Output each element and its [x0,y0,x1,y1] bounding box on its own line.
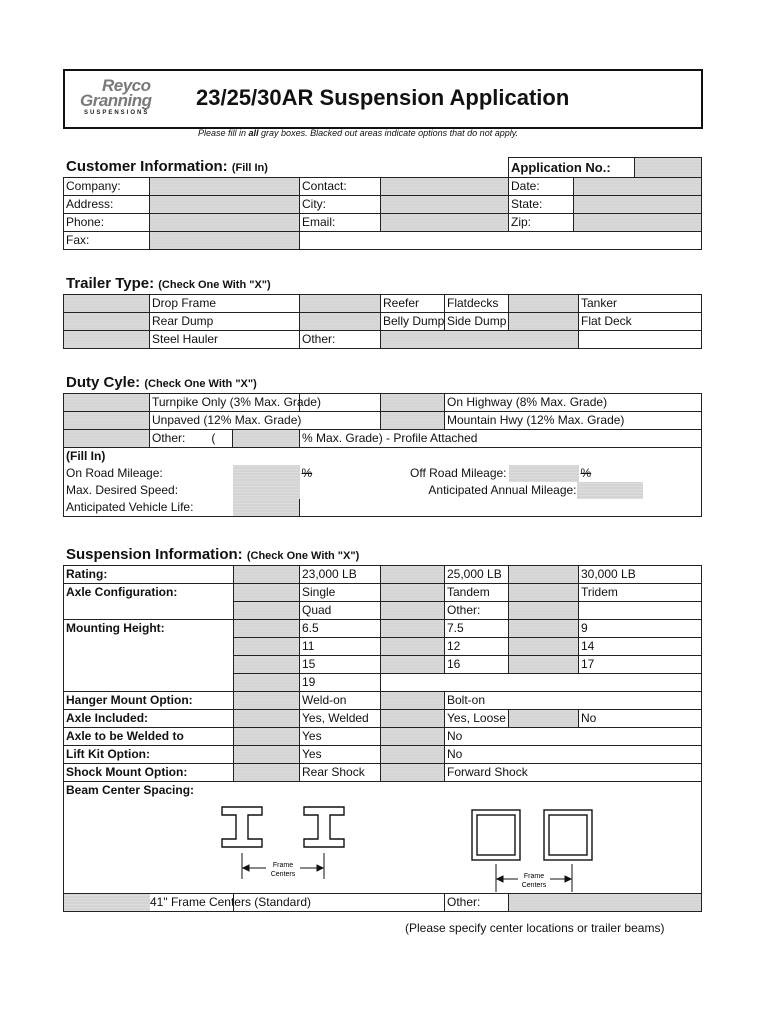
tanker-label: Tanker [579,295,702,313]
trailer-heading [66,275,271,292]
shock-mount-label: Shock Mount Option: [64,764,234,782]
company-field[interactable] [150,177,300,195]
h19-check[interactable] [234,674,300,692]
box-frame-label-a: Frame [523,873,545,880]
logo-line-2: Granning [80,91,152,110]
side-dump-label: Side Dump [445,313,509,331]
turnpike-label: Turnpike Only (3% Max. Grade) [150,394,300,412]
reefer-label: Reefer [381,295,445,313]
lift-kit-label: Lift Kit Option: [64,746,234,764]
yes-loose-check[interactable] [381,710,445,728]
phone-field[interactable] [150,213,300,231]
axle-welded-yes-check[interactable] [234,728,300,746]
r23-label: 23,000 LB [300,566,381,584]
fax-label: Fax: [64,231,150,249]
duty-other-label [150,430,233,448]
h65-check[interactable] [234,620,300,638]
app-no-label: Application No.: [509,158,635,178]
h9-label: 9 [579,620,702,638]
annual-field-wrap [579,482,702,499]
rear-dump-label: Rear Dump [150,313,300,331]
zip-field[interactable] [574,213,702,231]
flatdecks-label: Flatdecks [445,295,509,313]
weld-on-label: Weld-on [300,692,381,710]
company-label: Company: [64,177,150,195]
contact-field[interactable] [381,177,509,195]
single-check[interactable] [234,584,300,602]
h65-label: 6.5 [300,620,381,638]
mountain-check[interactable] [381,412,445,430]
yes-welded-check[interactable] [234,710,300,728]
page-title: 23/25/30AR Suspension Application [196,85,570,110]
axle-welded-yes-label: Yes [300,728,381,746]
hanger-label: Hanger Mount Option: [64,692,234,710]
city-field[interactable] [381,195,509,213]
steel-hauler-label: Steel Hauler [150,331,300,349]
suspension-heading-sub: (Check One With "X") [246,550,360,562]
lift-kit-no-label: No [445,746,702,764]
steel-hauler-check[interactable] [64,331,150,349]
r23-check[interactable] [234,566,300,584]
quad-label: Quad [300,602,381,620]
company-logo [80,76,170,120]
h12-label: 12 [445,638,509,656]
drop-frame-label: Drop Frame [150,295,300,313]
duty-other-paren: ( [211,431,216,445]
belly-dump-check[interactable] [300,313,381,331]
std-frame-check[interactable] [64,894,150,911]
on-highway-label: On Highway (8% Max. Grade) [445,394,702,412]
on-road-pct [300,465,381,482]
state-label: State: [509,195,574,213]
tandem-check[interactable] [381,584,445,602]
rear-shock-check[interactable] [234,764,300,782]
logo-line-1: Reyco [102,76,151,95]
trailer-heading-text: Trailer Type: [66,275,155,292]
yes-welded-label: Yes, Welded [300,710,381,728]
i-beam-right [304,807,344,847]
vehicle-life-field[interactable] [233,499,300,517]
lift-kit-yes-check[interactable] [234,746,300,764]
std-frame-label [150,894,445,912]
h12-check[interactable] [381,638,445,656]
tridem-check[interactable] [509,584,579,602]
r25-label: 25,000 LB [445,566,509,584]
annual-label: Anticipated Annual Mileage: [428,483,577,497]
r30-label: 30,000 LB [579,566,702,584]
instructions-post: gray boxes. Blacked out areas indicate options that do not apply. [258,128,519,138]
r25-check[interactable] [381,566,445,584]
belly-dump-label: Belly Dump [381,313,445,331]
axle-other-field[interactable] [509,602,579,620]
trailer-other-label: Other: [300,331,381,349]
mounting-height-label: Mounting Height: [64,620,234,692]
mountain-label: Mountain Hwy (12% Max. Grade) [445,412,702,430]
std-frame-text: 41" Frame Centers (Standard) [150,895,311,909]
h17-label: 17 [579,656,702,674]
bolt-on-check[interactable] [381,692,445,710]
h17-check[interactable] [509,656,579,674]
axle-config-label: Axle Configuration: [64,584,234,602]
axle-welded-label: Axle to be Welded to [64,728,234,746]
box-beam-diagram [468,806,608,892]
footnote: (Please specify center locations or trailer beams) [405,921,665,935]
h15-label: 15 [300,656,381,674]
max-speed-field[interactable] [233,482,300,499]
reefer-check[interactable] [300,295,381,313]
box-frame-label-b: Centers [521,882,547,889]
duty-heading-sub: (Check One With "X") [144,378,257,390]
fax-blank [300,231,702,249]
rear-dump-check[interactable] [64,313,150,331]
suspension-heading-text: Suspension Information: [66,546,243,563]
yes-loose-label: Yes, Loose [445,710,509,728]
duty-grade-field[interactable] [233,430,300,448]
duty-fill-in: (Fill In) [64,448,702,466]
email-label: Email: [300,213,381,231]
vehicle-life-label: Anticipated Vehicle Life: [64,499,233,517]
customer-heading-sub: (Fill In) [231,162,268,174]
bolt-on-label: Bolt-on [445,692,702,710]
drop-frame-check[interactable] [64,295,150,313]
i-beam-diagram [214,803,354,883]
duty-heading [66,374,257,391]
on-highway-check[interactable] [381,394,445,412]
axle-other-label: Other: [445,602,509,620]
beam-other-field[interactable] [509,894,702,912]
h19-blank [381,674,702,692]
off-road-label: Off Road Mileage: [410,466,507,480]
email-field[interactable] [381,213,509,231]
duty-profile-label: % Max. Grade) - Profile Attached [300,430,702,448]
single-label: Single [300,584,381,602]
customer-heading-text: Customer Information: [66,158,228,175]
zip-label: Zip: [509,213,574,231]
on-road-label: On Road Mileage: [64,465,233,482]
trailer-other-field[interactable] [381,331,579,349]
contact-label: Contact: [300,177,381,195]
logo-line-3: SUSPENSIONS [84,110,150,116]
phone-label: Phone: [64,213,150,231]
h11-check[interactable] [234,638,300,656]
tridem-label: Tridem [579,584,702,602]
instructions-bold: all [248,128,259,138]
address-field[interactable] [150,195,300,213]
ibeam-frame-label-b: Centers [270,871,296,878]
tanker-check[interactable] [509,295,579,313]
customer-table [63,157,702,250]
beam-spacing-label: Beam Center Spacing: [66,783,195,797]
off-road-pct-sym: % [580,466,592,480]
box-beam-left [472,810,520,860]
h16-check[interactable] [381,656,445,674]
app-no-field[interactable] [635,158,702,178]
r30-check[interactable] [509,566,579,584]
address-label: Address: [64,195,150,213]
vehicle-life-blank [300,499,702,517]
max-speed-label: Max. Desired Speed: [64,482,233,499]
lift-kit-no-check[interactable] [381,746,445,764]
h19-label: 19 [300,674,381,692]
h9-check[interactable] [509,620,579,638]
trailer-heading-sub: (Check One With "X") [158,279,271,291]
i-beam-left [222,807,262,847]
axle-welded-no-label: No [445,728,702,746]
on-road-pct-sym: % [301,466,313,480]
flat-deck-check[interactable] [509,313,579,331]
date-label: Date: [509,177,574,195]
unpaved-check[interactable] [64,412,150,430]
axle-no-check[interactable] [509,710,579,728]
off-road-field[interactable] [509,465,579,482]
duty-other-text: Other: [152,431,186,445]
trailer-table [63,294,702,349]
fax-field[interactable] [150,231,300,249]
annual-field[interactable] [577,482,643,499]
instructions-pre: Please fill in [198,128,249,138]
h11-label: 11 [300,638,381,656]
trailer-blank [579,331,702,349]
off-road-pct [579,465,702,482]
forward-shock-check[interactable] [381,764,445,782]
ibeam-frame-label-a: Frame [272,862,294,869]
state-field[interactable] [574,195,702,213]
quad-check[interactable] [234,602,300,620]
suspension-heading [66,546,359,563]
unpaved-label: Unpaved (12% Max. Grade) [150,412,381,430]
forward-shock-label: Forward Shock [445,764,702,782]
h14-label: 14 [579,638,702,656]
date-field[interactable] [574,177,702,195]
duty-other-check[interactable] [64,430,150,448]
flat-deck-label: Flat Deck [579,313,702,331]
duty-heading-text: Duty Cyle: [66,374,141,391]
h75-label: 7.5 [445,620,509,638]
duty-table [63,393,702,517]
h75-check[interactable] [381,620,445,638]
tandem-label: Tandem [445,584,509,602]
axle-included-label: Axle Included: [64,710,234,728]
lift-kit-yes-label: Yes [300,746,381,764]
instructions [198,128,518,138]
weld-on-check[interactable] [234,692,300,710]
rear-shock-label: Rear Shock [300,764,381,782]
axle-other-blank [579,602,702,620]
h16-label: 16 [445,656,509,674]
axle-welded-no-check[interactable] [381,728,445,746]
on-road-field[interactable] [233,465,300,482]
h14-check[interactable] [509,638,579,656]
h15-check[interactable] [234,656,300,674]
city-label: City: [300,195,381,213]
box-beam-right [544,810,592,860]
axle-no-label: No [579,710,702,728]
beam-other-label: Other: [445,894,509,912]
rating-label: Rating: [64,566,234,584]
axle-other-check[interactable] [381,602,445,620]
axle-config-blank [64,602,234,620]
turnpike-check[interactable] [64,394,150,412]
